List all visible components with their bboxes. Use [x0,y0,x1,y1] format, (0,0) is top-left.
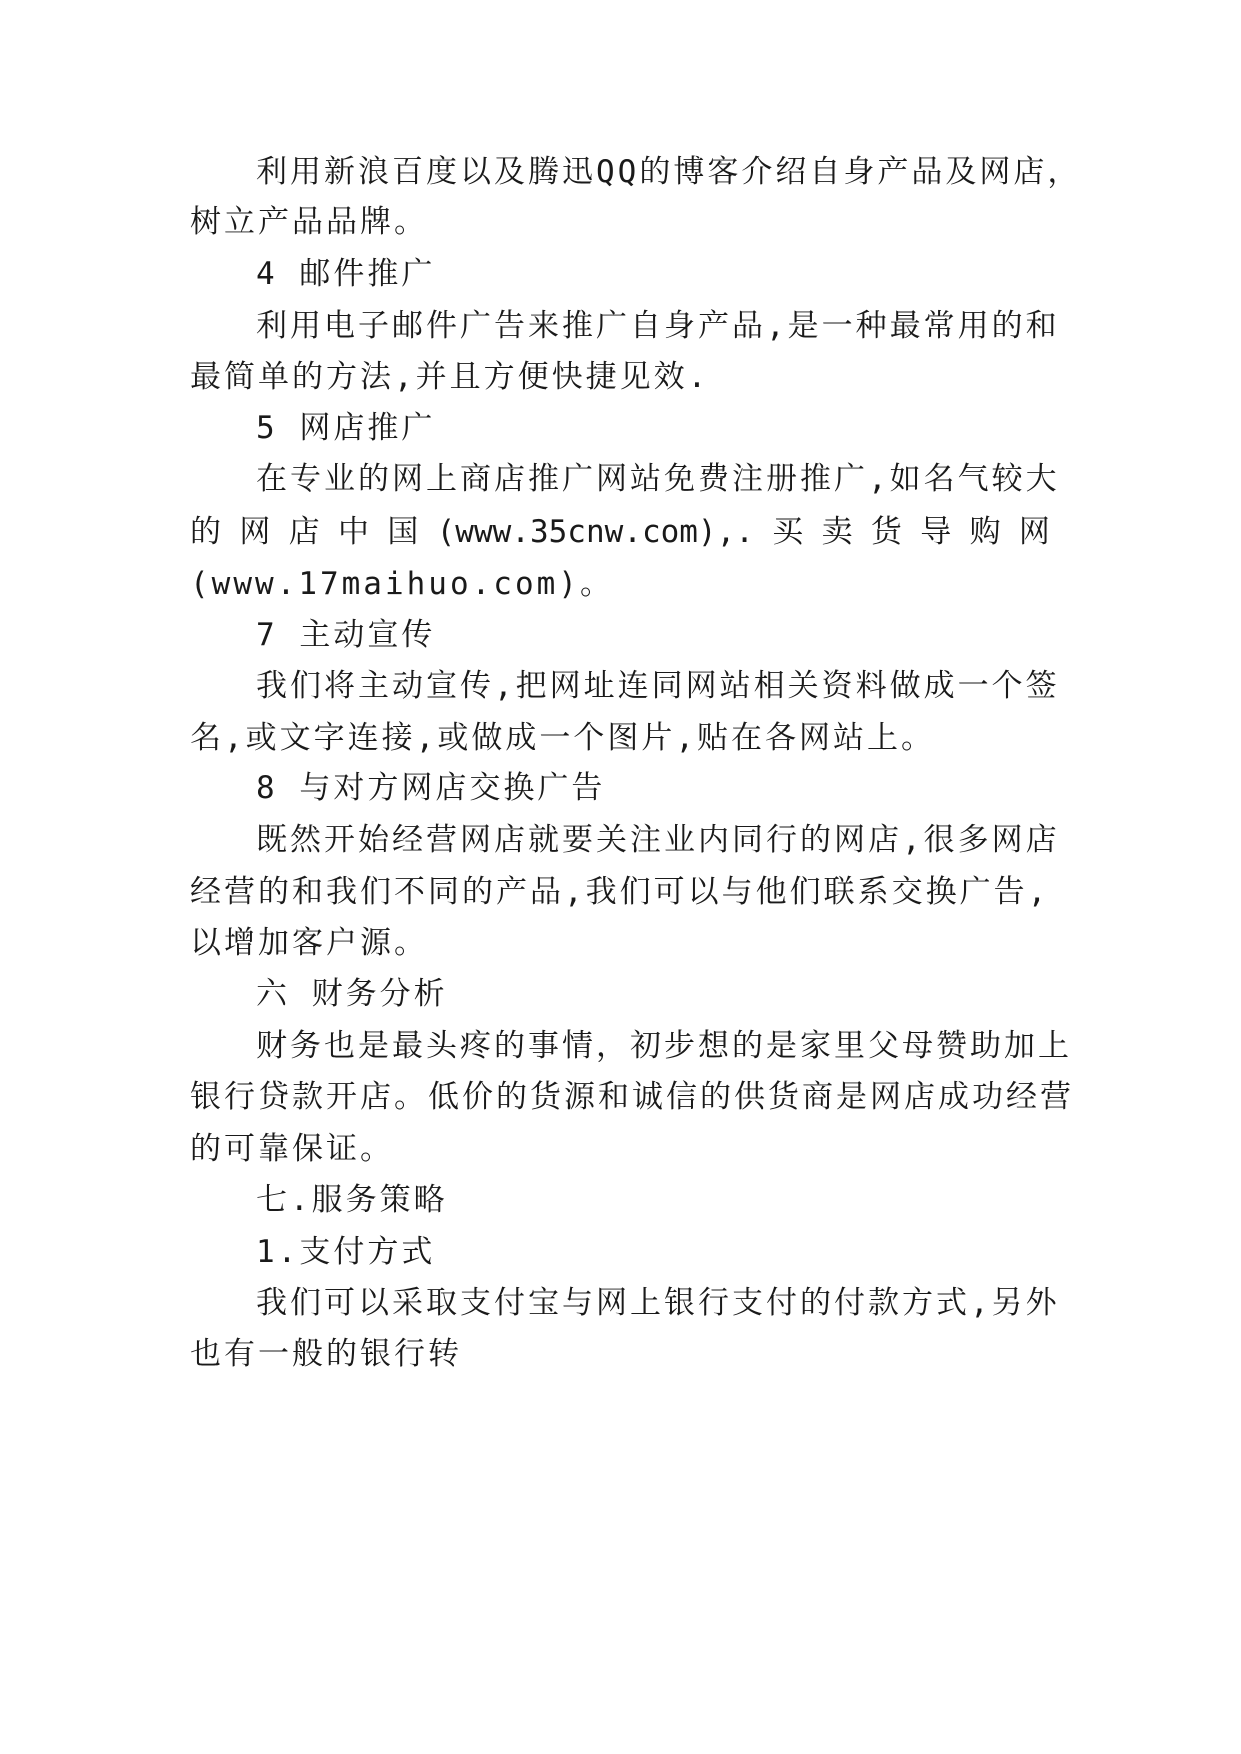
paragraph-line: 利用新浪百度以及腾迅QQ的博客介绍自身产品及网店， [256,154,1082,190]
paragraph-line: 财务也是最头疼的事情，初步想的是家里父母赞助加上 [256,1028,1072,1064]
justified-word: 货 [870,514,902,550]
paragraph-line: 我们将主动宣传,把网址连同网站相关资料做成一个签 [256,668,1060,704]
paragraph-line: 树立产品品牌。 [190,204,428,240]
paragraph-line: 的可靠保证。 [190,1131,394,1167]
paragraph-line: 也有一般的银行转 [190,1336,462,1372]
paragraph-line: 银行贷款开店。低价的货源和诚信的供货商是网店成功经营 [190,1079,1074,1115]
paragraph-line: 以增加客户源。 [190,925,428,961]
paragraph-line: 经营的和我们不同的产品,我们可以与他们联系交换广告, [190,874,1050,910]
justified-word: 购 [969,514,1001,550]
section-heading: 4 邮件推广 [256,256,436,292]
section-heading: 六 财务分析 [256,976,448,1012]
justified-word: 国 [387,514,419,550]
section-heading: 5 网店推广 [256,410,436,446]
paragraph-line: 我们可以采取支付宝与网上银行支付的付款方式,另外 [256,1285,1060,1321]
justified-word: 卖 [821,514,853,550]
paragraph-line: 在专业的网上商店推广网站免费注册推广,如名气较大 [256,461,1060,497]
justified-word: 店 [288,514,320,550]
justified-word: 网 [239,514,271,550]
section-heading: 8 与对方网店交换广告 [256,770,606,806]
justified-word: 导 [920,514,952,550]
justified-word: 的 [190,514,221,550]
paragraph-line: (www.17maihuo.com)。 [190,566,614,602]
subsection-heading: 1.支付方式 [256,1234,436,1270]
section-heading: 7 主动宣传 [256,617,436,653]
justified-word: 中 [337,514,369,550]
paragraph-line: 最简单的方法,并且方便快捷见效. [190,359,710,395]
paragraph-line: 既然开始经营网店就要关注业内同行的网店,很多网店 [256,822,1060,858]
section-heading: 七.服务策略 [256,1182,448,1218]
paragraph-line-justified [190,512,1050,552]
justified-word: 买 [772,514,804,550]
justified-word: (www.35cnw.com),. [436,514,754,550]
justified-word: 网 [1018,514,1050,550]
paragraph-line: 利用电子邮件广告来推广自身产品,是一种最常用的和 [256,308,1060,344]
paragraph-line: 名,或文字连接,或做成一个图片,贴在各网站上。 [190,720,935,756]
